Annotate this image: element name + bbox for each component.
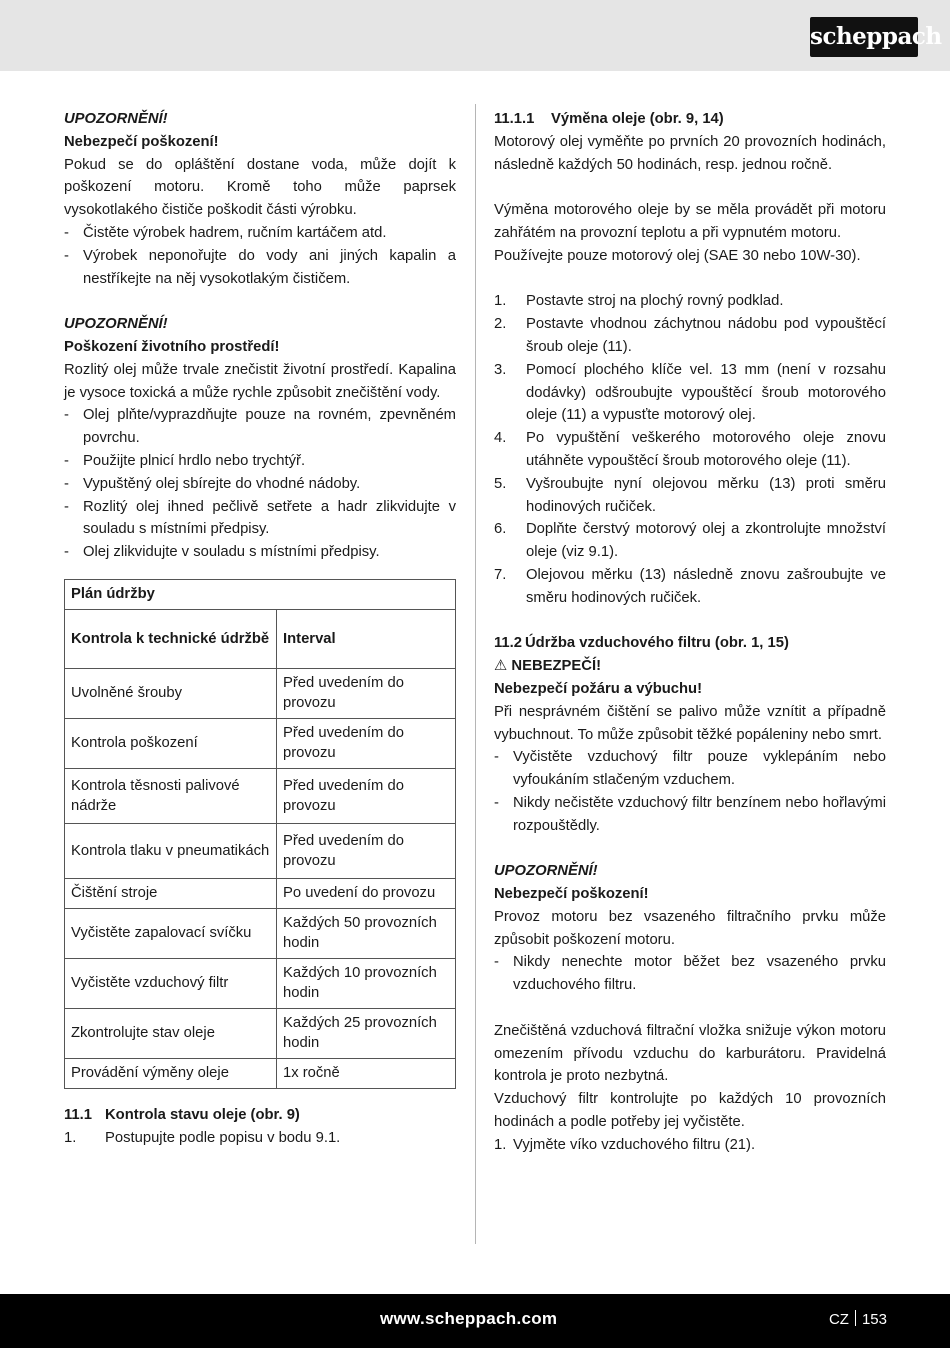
table-cell: Kontrola těsnosti palivové nádrže	[65, 768, 277, 823]
danger-text: Při nesprávném čištění se palivo může vznítit a případně vybuchnout. To může způsobit těžké popáleniny nebo smrt.	[494, 703, 886, 743]
maintenance-table	[64, 579, 456, 1089]
table-row	[65, 908, 456, 958]
paragraph: Vzduchový filtr kontrolujte po každých 10 provozních hodinách a podle potřeby jej vyčistěte.	[494, 1091, 886, 1131]
section-title: Údržba vzduchového filtru (obr. 1, 15)	[525, 635, 789, 652]
table-row	[65, 878, 456, 908]
step-number: 7.	[494, 566, 507, 583]
warning-title: UPOZORNĚNÍ!	[494, 863, 598, 880]
table-header-cell: Interval	[277, 609, 456, 668]
table-row	[65, 1058, 456, 1088]
table-cell: Zkontrolujte stav oleje	[65, 1008, 277, 1058]
table-cell: Před uvedením do provozu	[277, 718, 456, 768]
warning-item: - Rozlitý olej ihned pečlivě setřete a hadr zlikvidujte v souladu s místními předpisy.	[64, 496, 456, 542]
table-row	[65, 668, 456, 718]
warning-text: Rozlitý olej může trvale znečistit životní prostředí. Kapalina je vysoce toxická a může rychle způsobit znečištění vody.	[64, 361, 456, 401]
step-text: Doplňte čerstvý motorový olej a zkontrolujte množství oleje (viz 9.1).	[526, 521, 886, 561]
table-header-cell: Kontrola k technické údržbě	[65, 609, 277, 668]
section-title: Kontrola stavu oleje (obr. 9)	[105, 1106, 300, 1123]
warning-subtitle: Nebezpečí poškození!	[494, 886, 649, 903]
warning-text: Provoz motoru bez vsazeného filtračního prvku může způsobit poškození motoru.	[494, 908, 886, 948]
page-info	[829, 1310, 887, 1328]
step-item	[494, 1134, 886, 1157]
separator	[855, 1310, 856, 1326]
table-cell: Každých 25 provozních hodin	[277, 1008, 456, 1058]
section-title: Výměna oleje (obr. 9, 14)	[551, 111, 724, 127]
warning-item: - Nikdy nenechte motor běžet bez vsazeného prvku vzduchového filtru.	[494, 951, 886, 997]
danger-subtitle: Nebezpečí požáru a výbuchu!	[494, 680, 703, 697]
step-text: Pomocí plochého klíče vel. 13 mm (není v rozsahu dodávky) odšroubujte vypouštěcí šroub motorového oleje (11) a vypusťte motorový olej.	[526, 361, 886, 424]
section-number: 11.1	[64, 1106, 92, 1123]
paragraph: Znečištěná vzduchová filtrační vložka snižuje výkon motoru omezením přívodu vzduchu do karburátoru. Pravidelná kontrola je proto nezbytná.	[494, 1022, 886, 1085]
step-item	[494, 473, 886, 519]
table-cell: Před uvedením do provozu	[277, 823, 456, 878]
warning-item: - Použijte plnicí hrdlo nebo trychtýř.	[64, 450, 456, 473]
warning-subtitle: Poškození životního prostředí!	[64, 338, 280, 355]
website-link[interactable]: www.scheppach.com	[380, 1309, 558, 1328]
danger-label: NEBEZPEČÍ!	[511, 658, 602, 675]
step-number: 1.	[494, 293, 507, 310]
right-column	[494, 108, 886, 1157]
table-cell: Provádění výměny oleje	[65, 1058, 277, 1088]
paragraph: Motorový olej vyměňte po prvních 20 provozních hodinách, následně každých 50 hodinách, resp. jednou ročně.	[494, 133, 886, 173]
page-number: 153	[861, 1311, 887, 1328]
step-text: Postavte stroj na plochý rovný podklad.	[526, 293, 784, 310]
warning-title: UPOZORNĚNÍ!	[64, 111, 168, 127]
warning-triangle-icon: ⚠	[494, 658, 508, 675]
step-number: 5.	[494, 475, 507, 492]
warning-item: - Čistěte výrobek hadrem, ručním kartáčem atd.	[64, 222, 456, 245]
warning-item: - Výrobek neponořujte do vody ani jiných kapalin a nestříkejte na něj vysokotlakým čističem.	[64, 245, 456, 291]
table-cell: Kontrola tlaku v pneumatikách	[65, 823, 277, 878]
section-heading	[494, 632, 886, 655]
step-item	[494, 359, 886, 427]
table-row	[65, 823, 456, 878]
warning-item: - Olej zlikvidujte v souladu s místními předpisy.	[64, 541, 456, 564]
warning-item: - Vypuštěný olej sbírejte do vhodné nádoby.	[64, 473, 456, 496]
table-cell: Před uvedením do provozu	[277, 668, 456, 718]
step-item	[494, 313, 886, 359]
step-text: Po vypuštění veškerého motorového oleje znovu utáhněte vypouštěcí šroub motorového oleje (11).	[526, 430, 886, 469]
danger-title	[494, 655, 886, 678]
step-text: Postupujte podle popisu v bodu 9.1.	[105, 1129, 341, 1146]
paragraph: Výměna motorového oleje by se měla provádět při motoru zahřátém na provozní teplotu a při vypnutém motoru.	[494, 202, 886, 241]
table-cell: Vyčistěte zapalovací svíčku	[65, 908, 277, 958]
step-number: 4.	[494, 430, 507, 447]
step-item	[64, 1127, 456, 1150]
step-item	[494, 564, 886, 610]
page-header	[0, 0, 950, 71]
step-item	[494, 427, 886, 473]
table-row	[65, 958, 456, 1008]
brand-logo: scheppach	[810, 17, 918, 57]
section-number: 11.2	[494, 635, 522, 652]
table-cell: Každých 50 provozních hodin	[277, 908, 456, 958]
warning-title: UPOZORNĚNÍ!	[64, 316, 168, 333]
table-row	[65, 1008, 456, 1058]
left-column	[64, 108, 456, 1150]
table-cell: Každých 10 provozních hodin	[277, 958, 456, 1008]
table-cell: Uvolněné šrouby	[65, 668, 277, 718]
step-text: Postavte vhodnou záchytnou nádobu pod vypouštěcí šroub oleje (11).	[526, 316, 886, 355]
warning-subtitle: Nebezpečí poškození!	[64, 133, 219, 150]
step-number: 3.	[494, 361, 507, 378]
danger-item: - Vyčistěte vzduchový filtr pouze vyklepáním nebo vyfoukáním stlačeným vzduchem.	[494, 746, 886, 792]
step-item	[494, 518, 886, 564]
step-number: 6.	[494, 521, 507, 538]
step-text: Olejovou měrku (13) následně znovu zašroubujte ve směru hodinových ručiček.	[526, 566, 886, 606]
language-code: CZ	[828, 1311, 849, 1328]
warning-item: - Olej plňte/vyprazdňujte pouze na rovném, zpevněném povrchu.	[64, 404, 456, 450]
table-cell: Kontrola poškození	[65, 718, 277, 768]
table-row	[65, 768, 456, 823]
step-text: Vyjměte víko vzduchového filtru (21).	[513, 1136, 756, 1153]
paragraph: Používejte pouze motorový olej (SAE 30 nebo 10W-30).	[494, 247, 861, 264]
table-cell: Po uvedení do provozu	[277, 878, 456, 908]
table-row	[65, 718, 456, 768]
step-text: Vyšroubujte nyní olejovou měrku (13) proti směru hodinových ručiček.	[526, 475, 886, 515]
section-number: 11.1.1	[494, 111, 535, 127]
table-cell: Před uvedením do provozu	[277, 768, 456, 823]
step-number: 2.	[494, 316, 507, 333]
table-cell: Čištění stroje	[65, 878, 277, 908]
step-number: 1.	[64, 1129, 77, 1146]
section-heading	[494, 108, 886, 131]
table-cell: 1x ročně	[277, 1058, 456, 1088]
table-title: Plán údržby	[65, 579, 456, 609]
table-cell: Vyčistěte vzduchový filtr	[65, 958, 277, 1008]
step-item	[494, 290, 886, 313]
column-divider	[475, 104, 476, 1244]
section-heading	[64, 1104, 456, 1127]
danger-item: - Nikdy nečistěte vzduchový filtr benzínem nebo hořlavými rozpouštědly.	[494, 792, 886, 838]
step-number: 1.	[494, 1136, 507, 1153]
warning-text: Pokud se do opláštění dostane voda, může dojít k poškození motoru. Kromě toho může paprsek vysokotlakého čističe poškodit části výrobku.	[64, 156, 456, 219]
page-footer	[0, 1294, 950, 1348]
